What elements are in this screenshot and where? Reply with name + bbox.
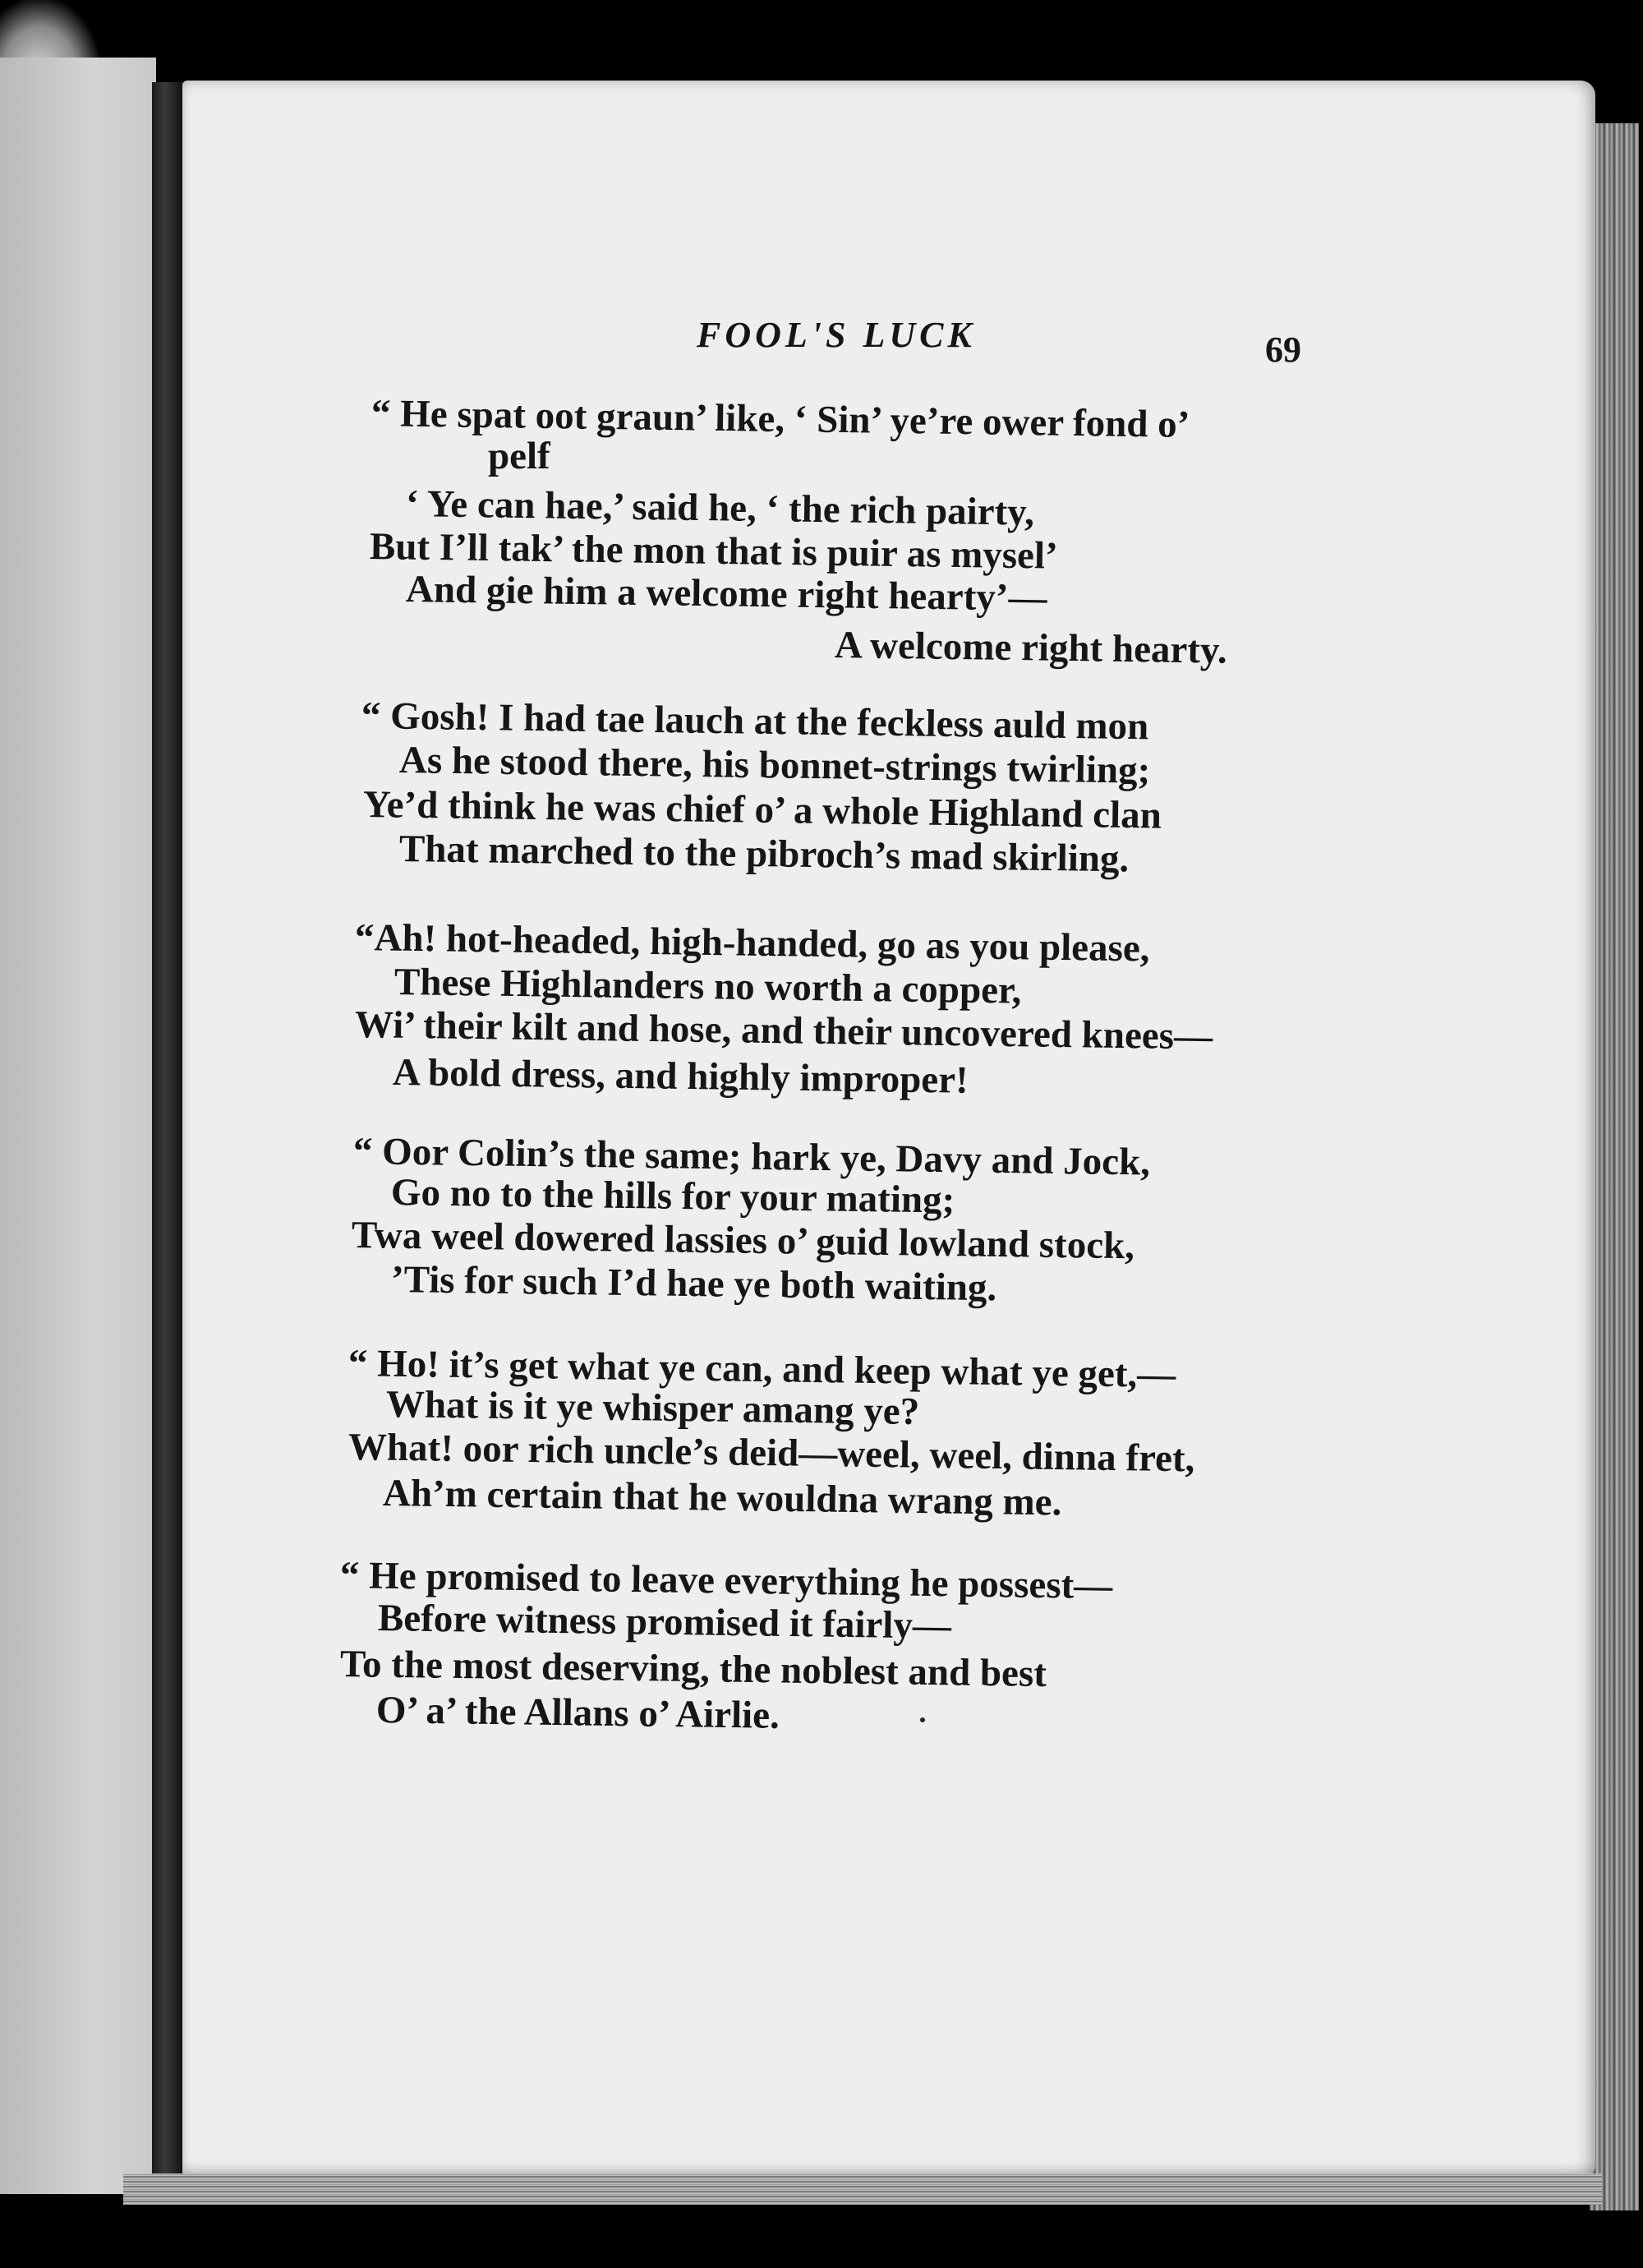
poem-line: To the most deserving, the noblest and best: [339, 1643, 1047, 1696]
poem-line: These Highlanders no worth a copper,: [393, 961, 1022, 1012]
poem-line: Twa weel dowered lassies o’ guid lowland stock,: [351, 1214, 1135, 1268]
poem-line: A bold dress, and highly improper!: [392, 1051, 969, 1102]
poem-line: As he stood there, his bonnet-strings twirling;: [398, 739, 1151, 792]
poem-line: “ Oor Colin’s the same; hark ye, Davy and Jock,: [352, 1130, 1151, 1184]
poem-line: “ Gosh! I had tae lauch at the feckless auld mon: [361, 694, 1149, 749]
poem-line: “Ah! hot-headed, high-handed, go as you please,: [354, 916, 1150, 970]
poem-line: What is it ye whisper amang ye?: [385, 1383, 920, 1434]
poem-line: What! oor rich uncle’s deid—weel, weel, dinna fret,: [347, 1426, 1195, 1481]
poem-line: Go no to the hills for your mating;: [390, 1171, 955, 1222]
poem-line: A welcome right hearty.: [834, 624, 1228, 672]
poem-line: That marched to the pibroch’s mad skirling.: [398, 827, 1130, 881]
poem-line: And gie him a welcome right hearty’—: [405, 568, 1047, 620]
poem-line: O’ a’ the Allans o’ Airlie.: [375, 1689, 780, 1737]
poem-line: Wi’ their kilt and hose, and their uncovered knees—: [354, 1003, 1213, 1058]
poem-line: “ He promised to leave everything he possest—: [339, 1554, 1113, 1608]
poem-line: Ah’m certain that he wouldna wrang me.: [382, 1472, 1062, 1524]
running-head: FOOL'S LUCK: [697, 315, 976, 355]
page-number: 69: [1265, 330, 1301, 370]
poem-line: pelf: [488, 435, 550, 477]
ink-speck: [920, 1717, 925, 1722]
poem-line: “ He spat oot graun’ like, ‘ Sin’ ye’re ower fond o’: [370, 392, 1190, 446]
poem-line: Before witness promised it fairly—: [377, 1597, 952, 1648]
poem-line: “ Ho! it’s get what ye can, and keep what ye get,—: [347, 1342, 1176, 1397]
poem-line: ’Tis for such I’d hae ye both waiting.: [390, 1258, 997, 1310]
poem-line: Ye’d think he was chief o’ a whole Highland clan: [362, 783, 1162, 837]
poem-line: ‘ Ye can hae,’ said he, ‘ the rich pairty,: [405, 482, 1035, 534]
poem-line: But I’ll tak’ the mon that is puir as mysel’: [369, 525, 1059, 578]
